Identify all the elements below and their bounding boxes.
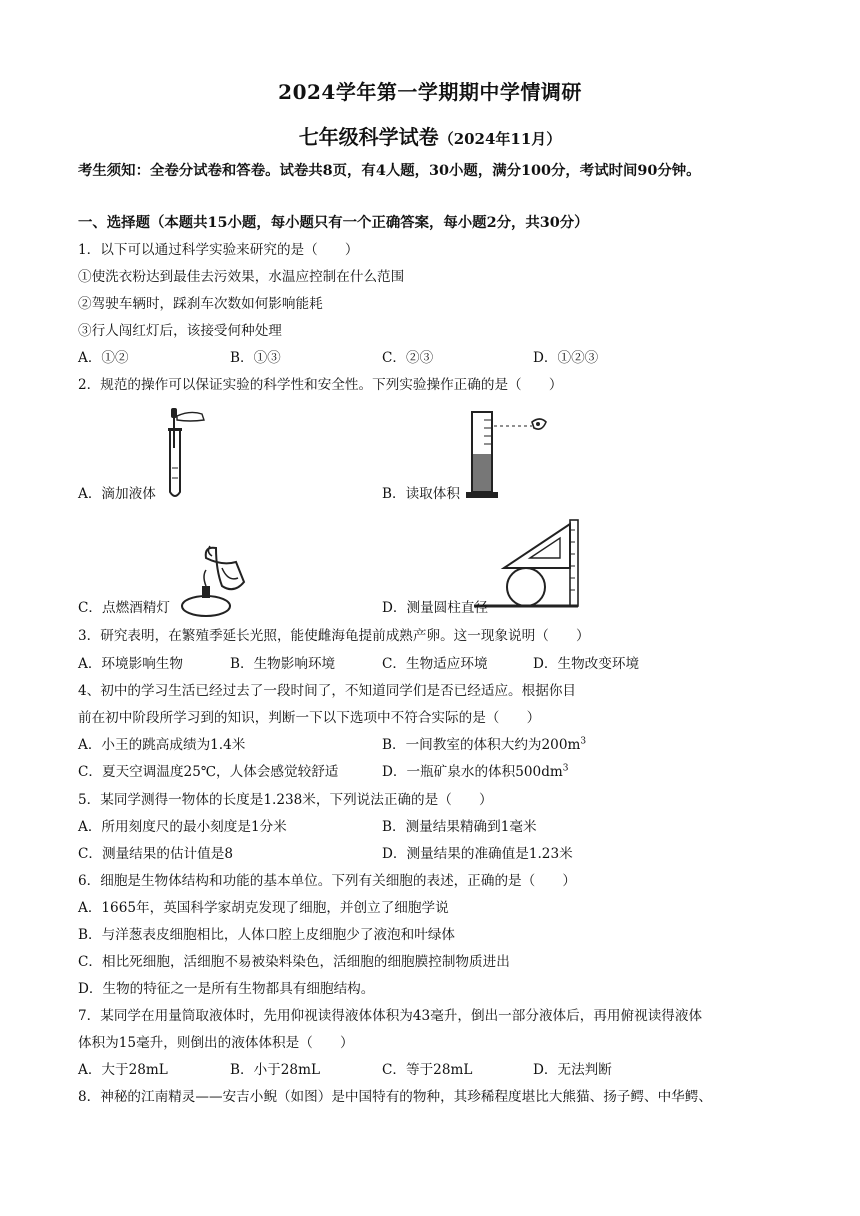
dropper-figure — [150, 408, 220, 500]
q1-item: ①使洗衣粉达到最佳去污效果，水温应控制在什么范围 — [78, 269, 405, 285]
q6-stem: 6．细胞是生物体结构和功能的基本单位。下列有关细胞的表述，正确的是（ ） — [78, 873, 577, 889]
q2-stem: 2．规范的操作可以保证实验的科学性和安全性。下列实验操作正确的是（ ） — [78, 377, 563, 393]
q3-option-a: A．环境影响生物 — [78, 656, 183, 672]
subtitle-date: （2024年11月） — [438, 130, 562, 148]
q4-option-b-text: B．一间教室的体积大约为200m — [382, 737, 581, 753]
q3-option-c: C．生物适应环境 — [382, 656, 488, 672]
q5-option-a: A．所用刻度尺的最小刻度是1分米 — [78, 819, 287, 835]
q2-option-b: B．读取体积 — [382, 486, 460, 502]
q6-option-c: C．相比死细胞，活细胞不易被染料染色，活细胞的细胞膜控制物质进出 — [78, 954, 510, 970]
q7-option-c: C．等于28mL — [382, 1062, 473, 1078]
measure-diameter-figure — [474, 518, 586, 610]
q1-option-a: A．①② — [78, 350, 129, 366]
q1-option-d: D．①②③ — [533, 350, 599, 366]
q1-item: ②驾驶车辆时，踩刹车次数如何影响能耗 — [78, 296, 323, 312]
q1-stem: 1．以下可以通过科学实验来研究的是（ ） — [78, 242, 359, 258]
q7-stem-line2: 体积为15毫升，则倒出的液体体积是（ ） — [78, 1035, 354, 1051]
q5-stem: 5．某同学测得一物体的长度是1.238米，下列说法正确的是（ ） — [78, 792, 493, 808]
q1-option-b: B．①③ — [230, 350, 281, 366]
q3-option-b: B．生物影响环境 — [230, 656, 336, 672]
exam-title: 2024学年第一学期期中学情调研 — [278, 80, 582, 104]
q7-option-a: A．大于28mL — [78, 1062, 168, 1078]
q1-item: ③行人闯红灯后，该接受何种处理 — [78, 323, 282, 339]
subtitle-main: 七年级科学试卷 — [298, 125, 439, 149]
q6-option-a: A．1665年，英国科学家胡克发现了细胞，并创立了细胞学说 — [78, 900, 449, 916]
cylinder-figure — [466, 408, 566, 500]
q6-option-d: D．生物的特征之一是所有生物都具有细胞结构。 — [78, 981, 375, 997]
q4-stem-line2: 前在初中阶段所学习到的知识，判断一下以下选项中不符合实际的是（ ） — [78, 710, 541, 726]
q4-option-a: A．小王的跳高成绩为1.4米 — [78, 737, 246, 753]
q7-option-d: D．无法判断 — [533, 1062, 612, 1078]
section-heading: 一、选择题（本题共15小题，每小题只有一个正确答案，每小题2分，共30分） — [78, 214, 589, 231]
q4-option-b — [382, 735, 586, 755]
q4-option-d-sup: 3 — [562, 763, 569, 774]
q6-option-b: B．与洋葱表皮细胞相比，人体口腔上皮细胞少了液泡和叶绿体 — [78, 927, 456, 943]
q5-option-b: B．测量结果精确到1毫米 — [382, 819, 537, 835]
q3-option-d: D．生物改变环境 — [533, 656, 640, 672]
exam-notice: 考生须知：全卷分试卷和答卷。试卷共8页，有4人题，30小题，满分100分，考试时间90分钟。 — [78, 162, 701, 179]
alcohol-lamp-figure — [176, 542, 272, 622]
q8-stem: 8．神秘的江南精灵——安吉小鲵（如图）是中国特有的物种，其珍稀程度堪比大熊猫、扬子鳄、中华鳄、 — [78, 1089, 712, 1105]
q3-stem: 3．研究表明，在繁殖季延长光照，能使雌海龟提前成熟产卵。这一现象说明（ ） — [78, 628, 590, 644]
q4-option-c: C．夏天空调温度25℃，人体会感觉较舒适 — [78, 764, 339, 780]
exam-subtitle — [0, 121, 860, 150]
q2-option-a: A．滴加液体 — [78, 486, 156, 502]
q4-stem-line1: 4、初中的学习生活已经过去了一段时间了，不知道同学们是否已经适应。根据你目 — [78, 683, 577, 699]
q4-option-b-sup: 3 — [580, 736, 587, 747]
q1-option-c: C．②③ — [382, 350, 434, 366]
q5-option-c: C．测量结果的估计值是8 — [78, 846, 233, 862]
q2-option-d: D．测量圆柱直径 — [382, 600, 489, 616]
q4-option-d-text: D．一瓶矿泉水的体积500dm — [382, 764, 563, 780]
q7-option-b: B．小于28mL — [230, 1062, 320, 1078]
q4-option-d — [382, 762, 569, 782]
q2-option-c: C．点燃酒精灯 — [78, 600, 170, 616]
q7-stem-line1: 7．某同学在用量筒取液体时，先用仰视读得液体体积为43毫升，倒出一部分液体后，再用俯视读得液体 — [78, 1008, 703, 1024]
q5-option-d: D．测量结果的准确值是1.23米 — [382, 846, 573, 862]
